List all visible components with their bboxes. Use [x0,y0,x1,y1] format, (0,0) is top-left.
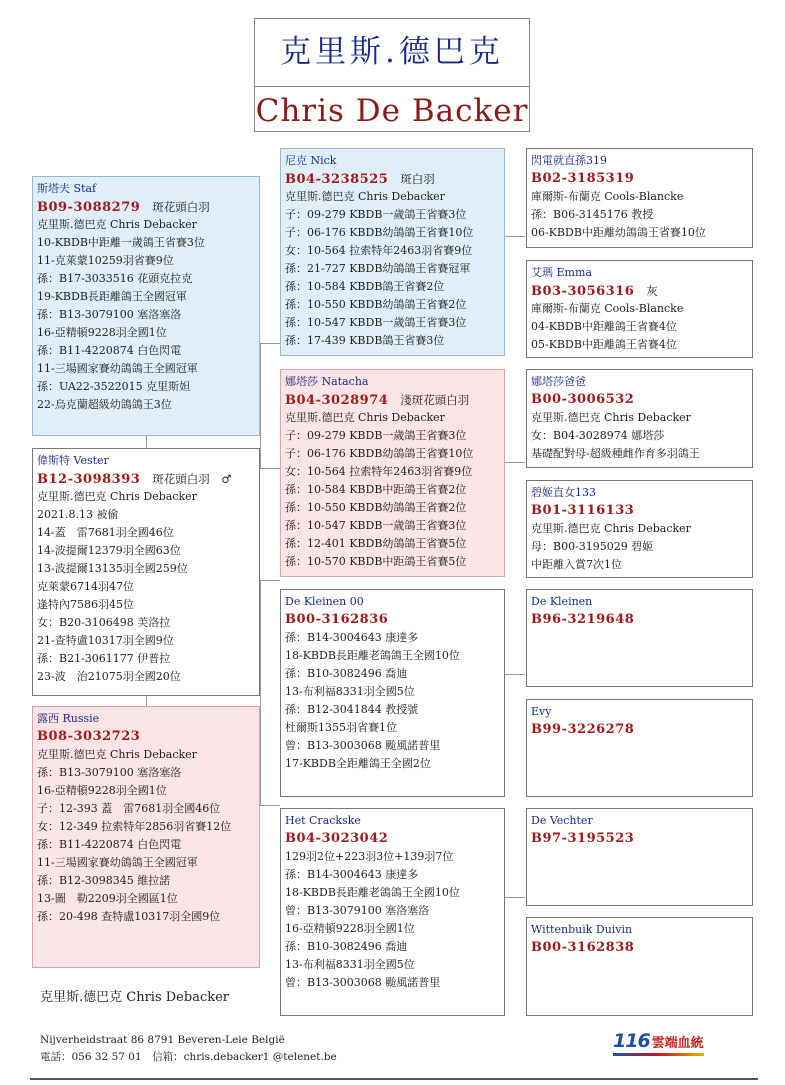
info-line: 23-波 治21075羽全國20位 [37,670,181,683]
feather-color: 斑花頭白羽 ♂ [152,472,232,486]
ring-number: B08-3032723 [37,729,141,744]
grandsire-paternal-card [280,148,505,356]
info-line: 克里斯.德巴克 Chris Debacker [531,411,691,424]
info-line: 11-克萊蒙10259羽省賽9位 [37,254,174,267]
info-line: 孫：20-498 查特盧10317羽全國9位 [37,910,221,923]
info-line: 11-三場國家賽幼鴿鴿王全國冠軍 [37,362,198,375]
pigeon-name: Evy [531,705,552,718]
info-line: 04-KBDB中距離鴿王省賽4位 [531,320,677,333]
great-grandparent-card [526,808,753,906]
info-line: 孫：UA22-3522015 克里斯妲 [37,380,191,393]
owner-address: Nijverheidstraat 86 8791 Beveren-Leie België [40,1034,285,1046]
ring-number: B96-3219648 [531,612,635,627]
ring-number: B09-3088279 [37,200,141,215]
connector-line [505,897,525,898]
info-line: 孫：B10-3082496 喬迪 [285,667,408,680]
info-line: 女：10-564 拉索特年2463羽省賽9位 [285,465,473,478]
info-line: 曾：B13-3079100 塞洛塞洛 [285,904,430,917]
logo-number: 116 [613,1030,650,1052]
info-line: 孫：21-727 KBDB幼鴿鴿王省賽冠軍 [285,262,471,275]
info-line: 16-亞精頓9228羽全國1位 [37,784,167,797]
pigeon-name: 娜塔莎 Natacha [285,375,369,388]
ring-number-row [37,470,259,488]
ring-number: B99-3226278 [531,722,635,737]
ring-number: B02-3185319 [531,171,635,186]
pigeon-name: 艾瑪 Emma [531,266,592,279]
ring-number-row [531,611,752,629]
ring-number-row [285,830,504,848]
connector-line [505,236,525,237]
grandsire-maternal-card [280,589,505,797]
info-line: 女：B20-3106498 芙洛拉 [37,616,171,629]
info-line: 孫：10-584 KBDB中距鴿王省賽2位 [285,483,467,496]
info-line: 逢特內7586羽45位 [37,598,134,611]
connector-line [505,462,525,463]
logo-text: 雲端血統 [651,1036,704,1051]
info-line: 女：B04-3028974 娜塔莎 [531,429,665,442]
info-line: 女：12-349 拉索特年2856羽省賽12位 [37,820,232,833]
pigeon-name: 尼克 Nick [285,154,337,167]
ring-number-row [531,282,752,300]
owner-contact: 電話：056 32 57 01 信箱：chris.debacker1 @telenet.be [40,1051,337,1063]
info-line: 克里斯.德巴克 Chris Debacker [531,522,691,535]
connector-line [146,696,147,706]
ring-number-row [531,391,752,409]
info-line: 孫：10-584 KBDB鴿王省賽2位 [285,280,445,293]
ring-number-row [285,391,504,409]
great-grandparent-card [526,148,753,248]
info-line: 13-布利福8331羽全國5位 [285,685,415,698]
info-line: 129羽2位+223羽3位+139羽7位 [285,850,454,863]
info-line: 子：09-279 KBDB一歲鴿王省賽3位 [285,429,467,442]
info-line: 子：09-279 KBDB一歲鴿王省賽3位 [285,208,467,221]
subject-card [32,448,260,696]
info-line: 克里斯.德巴克 Chris Debacker [37,218,197,231]
pigeon-name: 娜塔莎爸爸 [531,375,586,388]
ring-number: B00-3006532 [531,392,635,407]
info-line: 05-KBDB中距離鴿王省賽4位 [531,338,677,351]
info-line: 孫：B12-3098345 維拉諾 [37,874,171,887]
feather-color: 斑白羽 [400,172,435,186]
ring-number-row [37,728,259,746]
info-line: 庫爾斯-布蘭克 Cools-Blancke [531,302,684,315]
info-line: 孫：B11-4220874 白色閃電 [37,838,182,851]
info-line: 孫：10-550 KBDB幼鴿鴿王省賽2位 [285,298,467,311]
connector-line [505,674,525,675]
pigeon-name: 閃電就直孫319 [531,154,607,167]
logo-underline [613,1053,704,1056]
info-line: 杜爾斯1355羽省賽1位 [285,721,397,734]
info-line: 克里斯.德巴克 Chris Debacker [285,411,445,424]
header-divider [255,86,529,87]
info-line: 孫：10-550 KBDB幼鴿鴿王省賽2位 [285,501,467,514]
connector-line [146,436,147,448]
pigeon-name: Wittenbuik Duivin [531,923,633,936]
info-line: 13-波提爾13135羽全國259位 [37,562,188,575]
info-line: 克萊蒙6714羽47位 [37,580,134,593]
feather-color: 斑花頭白羽 [152,200,210,214]
info-line: 孫：B12-3041844 教授號 [285,703,419,716]
ring-number-row [531,170,752,188]
info-line: 2021.8.13 被偷 [37,508,119,521]
pigeon-name: De Kleinen [531,595,593,608]
info-line: 孫：B11-4220874 白色閃電 [37,344,182,357]
info-line: 16-亞精頓9228羽全國1位 [37,326,167,339]
info-line: 孫：B13-3079100 塞洛塞洛 [37,766,182,779]
connector-line [260,343,280,344]
great-grandparent-card [526,917,753,1016]
sire-card [32,176,260,436]
ring-number: B04-3028974 [285,393,389,408]
pigeon-name: 露西 Russie [37,712,100,725]
info-line: 19-KBDB長距離鴿王全國冠軍 [37,290,187,303]
info-line: 21-查特盧10317羽全國9位 [37,634,174,647]
owner-signature: 克里斯.德巴克 Chris Debacker [40,990,230,1005]
connector-line [260,343,261,468]
info-line: 子：12-393 蓋 雷7681羽全國46位 [37,802,221,815]
great-grandparent-card [526,260,753,358]
ring-number-row [531,939,752,957]
ring-number: B03-3056316 [531,284,635,299]
info-line: 基礎配對母-超級種雌作育多羽鴿王 [531,447,700,460]
connector-line [260,580,261,805]
info-line: 克里斯.德巴克 Chris Debacker [37,748,197,761]
info-line: 孫：12-401 KBDB幼鴿鴿王省賽5位 [285,537,467,550]
info-line: 06-KBDB中距離幼鴿鴿王省賽10位 [531,226,706,239]
great-grandparent-card [526,699,753,797]
info-line: 孫：17-439 KBDB鴿王省賽3位 [285,334,445,347]
pigeon-name: 偉斯特 Vester [37,454,109,467]
info-line: 子：06-176 KBDB幼鴿鴿王省賽10位 [285,447,474,460]
ring-number: B97-3195523 [531,831,635,846]
ring-number: B12-3098393 [37,472,141,487]
info-line: 孫：B17-3033516 花頭克拉克 [37,272,193,285]
info-line: 庫爾斯-布蘭克 Cools-Blancke [531,190,684,203]
great-grandparent-card [526,369,753,468]
ring-number: B00-3162838 [531,940,635,955]
info-line: 11-三場國家賽幼鴿鴿王全國冠軍 [37,856,198,869]
dam-card [32,706,260,968]
ring-number: B01-3116133 [531,503,635,518]
info-line: 克里斯.德巴克 Chris Debacker [285,190,445,203]
info-line: 16-亞精頓9228羽全國1位 [285,922,415,935]
pigeon-name: De Kleinen 00 [285,595,364,608]
site-logo [613,1030,704,1054]
pigeon-name: 斯塔夫 Staf [37,182,97,195]
ring-number-row [285,611,504,629]
ring-number: B04-3023042 [285,831,389,846]
info-line: 子：06-176 KBDB幼鴿鴿王省賽10位 [285,226,474,239]
info-line: 女：10-564 拉索特年2463羽省賽9位 [285,244,473,257]
pedigree-header [254,18,530,132]
bottom-rule [30,1078,758,1080]
info-line: 17-KBDB全距離鴿王全國2位 [285,757,431,770]
ring-number-row [285,170,504,188]
info-line: 孫：10-547 KBDB一歲鴿王省賽3位 [285,519,467,532]
ring-number: B04-3238525 [285,172,389,187]
info-line: 孫：B13-3079100 塞洛塞洛 [37,308,182,321]
info-line: 孫：B06-3145176 教授 [531,208,654,221]
feather-color: 灰 [646,284,658,298]
info-line: 14-波提爾12379羽全國63位 [37,544,181,557]
info-line: 13-圖 勒2209羽全國區1位 [37,892,178,905]
info-line: 曾：B13-3003068 颱風諾普里 [285,976,441,989]
ring-number: B00-3162836 [285,612,389,627]
great-grandparent-card [526,480,753,578]
connector-line [260,468,280,469]
owner-name-chinese: 克里斯.德巴克 [280,34,504,70]
ring-number-row [37,198,259,216]
info-line: 曾：B13-3003068 颱風諾普里 [285,739,441,752]
info-line: 10-KBDB中距離一歲鴿王省賽3位 [37,236,205,249]
info-line: 13-布利福8331羽全國5位 [285,958,415,971]
granddam-maternal-card [280,808,505,1016]
info-line: 孫：B14-3004643 康達多 [285,631,419,644]
pigeon-name: Het Crackske [285,814,361,827]
info-line: 22-烏克蘭超級幼鴿鴿王3位 [37,398,172,411]
pigeon-name: De Vechter [531,814,593,827]
pigeon-name: 碧姬直女133 [531,486,596,499]
info-line: 14-蓋 雷7681羽全國46位 [37,526,174,539]
feather-color: 淺斑花頭白羽 [400,393,470,407]
info-line: 18-KBDB長距離老鴿鴿王全國10位 [285,649,460,662]
granddam-paternal-card [280,369,505,577]
info-line: 母：B00-3195029 碧姬 [531,540,654,553]
info-line: 中距離入賞7次1位 [531,558,622,571]
ring-number-row [531,721,752,739]
info-line: 孫：B21-3061177 伊普拉 [37,652,171,665]
great-grandparent-card [526,589,753,687]
owner-name-english: Chris De Backer [255,93,529,129]
ring-number-row [531,830,752,848]
info-line: 孫：10-547 KBDB一歲鴿王省賽3位 [285,316,467,329]
connector-line [260,580,280,581]
info-line: 孫：B14-3004643 康達多 [285,868,419,881]
connector-line [260,805,280,806]
info-line: 克里斯.德巴克 Chris Debacker [37,490,197,503]
ring-number-row [531,502,752,520]
info-line: 孫：B10-3082496 喬迪 [285,940,408,953]
info-line: 孫：10-570 KBDB中距鴿王省賽5位 [285,555,467,568]
info-line: 18-KBDB長距離老鴿鴿王全國10位 [285,886,460,899]
